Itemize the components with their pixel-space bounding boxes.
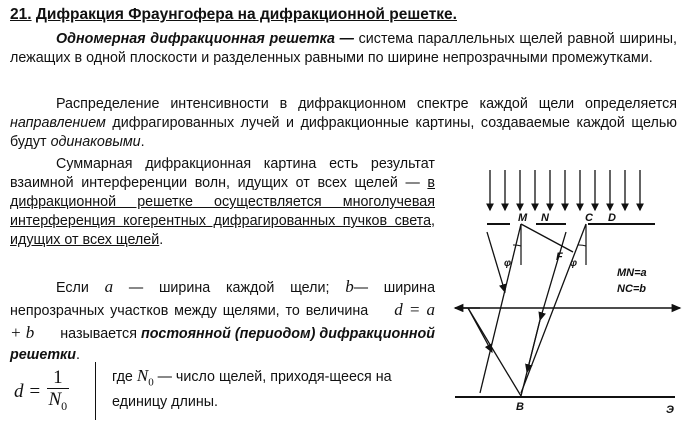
section-title: Дифракция Фраунгофера на дифракционной решетке. bbox=[35, 6, 457, 23]
period-text-2: — ширина каждой щели; bbox=[113, 280, 346, 296]
period-term: постоянной (периодом) дифракционной решетки bbox=[10, 326, 435, 363]
label-d: D bbox=[608, 212, 616, 224]
intensity-text-2: дифрагированных лучей и дифракционные картины, создаваемые каждой щелью будут bbox=[10, 115, 677, 150]
interference-text-2: . bbox=[159, 232, 164, 248]
period-text-1: Если bbox=[56, 280, 105, 296]
phi-arcs bbox=[513, 245, 586, 246]
label-n: N bbox=[541, 212, 549, 224]
symbol-b: b bbox=[345, 277, 354, 296]
period-text-3: — ширина непрозрачных участков между щелями, то величина bbox=[10, 280, 436, 319]
formula-lhs: d = bbox=[14, 381, 42, 403]
intensity-emphasis-identical: одинаковыми bbox=[50, 134, 141, 150]
label-f: F bbox=[556, 251, 563, 263]
symbol-a: a bbox=[104, 277, 114, 296]
label-c: C bbox=[585, 212, 593, 224]
formula-numerator: 1 bbox=[47, 368, 69, 389]
definition-text: система параллельных щелей равной ширины, лежащих в одной плоскости и разделенных равными по ширине непрозрачными промежутками. bbox=[10, 31, 677, 66]
where-text-1: где bbox=[112, 369, 137, 385]
incident-rays bbox=[490, 170, 640, 210]
period-text-4: называется bbox=[60, 326, 141, 342]
label-phi-1: φ bbox=[504, 258, 512, 269]
where-text-2: — число щелей, приходя-щееся на единицу длины. bbox=[112, 369, 392, 411]
interference-text-1: Суммарная дифракционная картина есть результат взаимной интерференции волн, идущих от всех щелей — bbox=[10, 156, 435, 191]
label-b: B bbox=[516, 401, 524, 413]
symbol-n0: $N_0$ bbox=[136, 366, 154, 389]
period-formula: d = a + b bbox=[10, 300, 435, 342]
interference-underlined: в дифракционной решетке осуществляется многолучевая интерференция когерентных дифрагированных пучков света, идущих от всех щелей bbox=[10, 175, 435, 248]
definition-term: Одномерная дифракционная решетка — bbox=[56, 31, 354, 47]
intensity-text-1: Распределение интенсивности в дифракционном спектре каждой щели определяется bbox=[56, 96, 677, 112]
formula-denominator: $N_0$ bbox=[48, 389, 68, 413]
intensity-emphasis-direction: направлением bbox=[10, 115, 106, 131]
label-m: M bbox=[518, 212, 528, 224]
slit-labels bbox=[518, 212, 616, 224]
legend-mn: MN=a bbox=[617, 267, 647, 279]
intensity-text-3: . bbox=[140, 134, 145, 150]
page-mark: Э bbox=[666, 404, 674, 416]
period-text-5: . bbox=[76, 347, 81, 363]
legend-nc: NC=b bbox=[617, 283, 647, 295]
focal-rays bbox=[468, 308, 540, 396]
section-number: 21. bbox=[10, 6, 32, 23]
label-phi-2: φ bbox=[570, 258, 578, 269]
